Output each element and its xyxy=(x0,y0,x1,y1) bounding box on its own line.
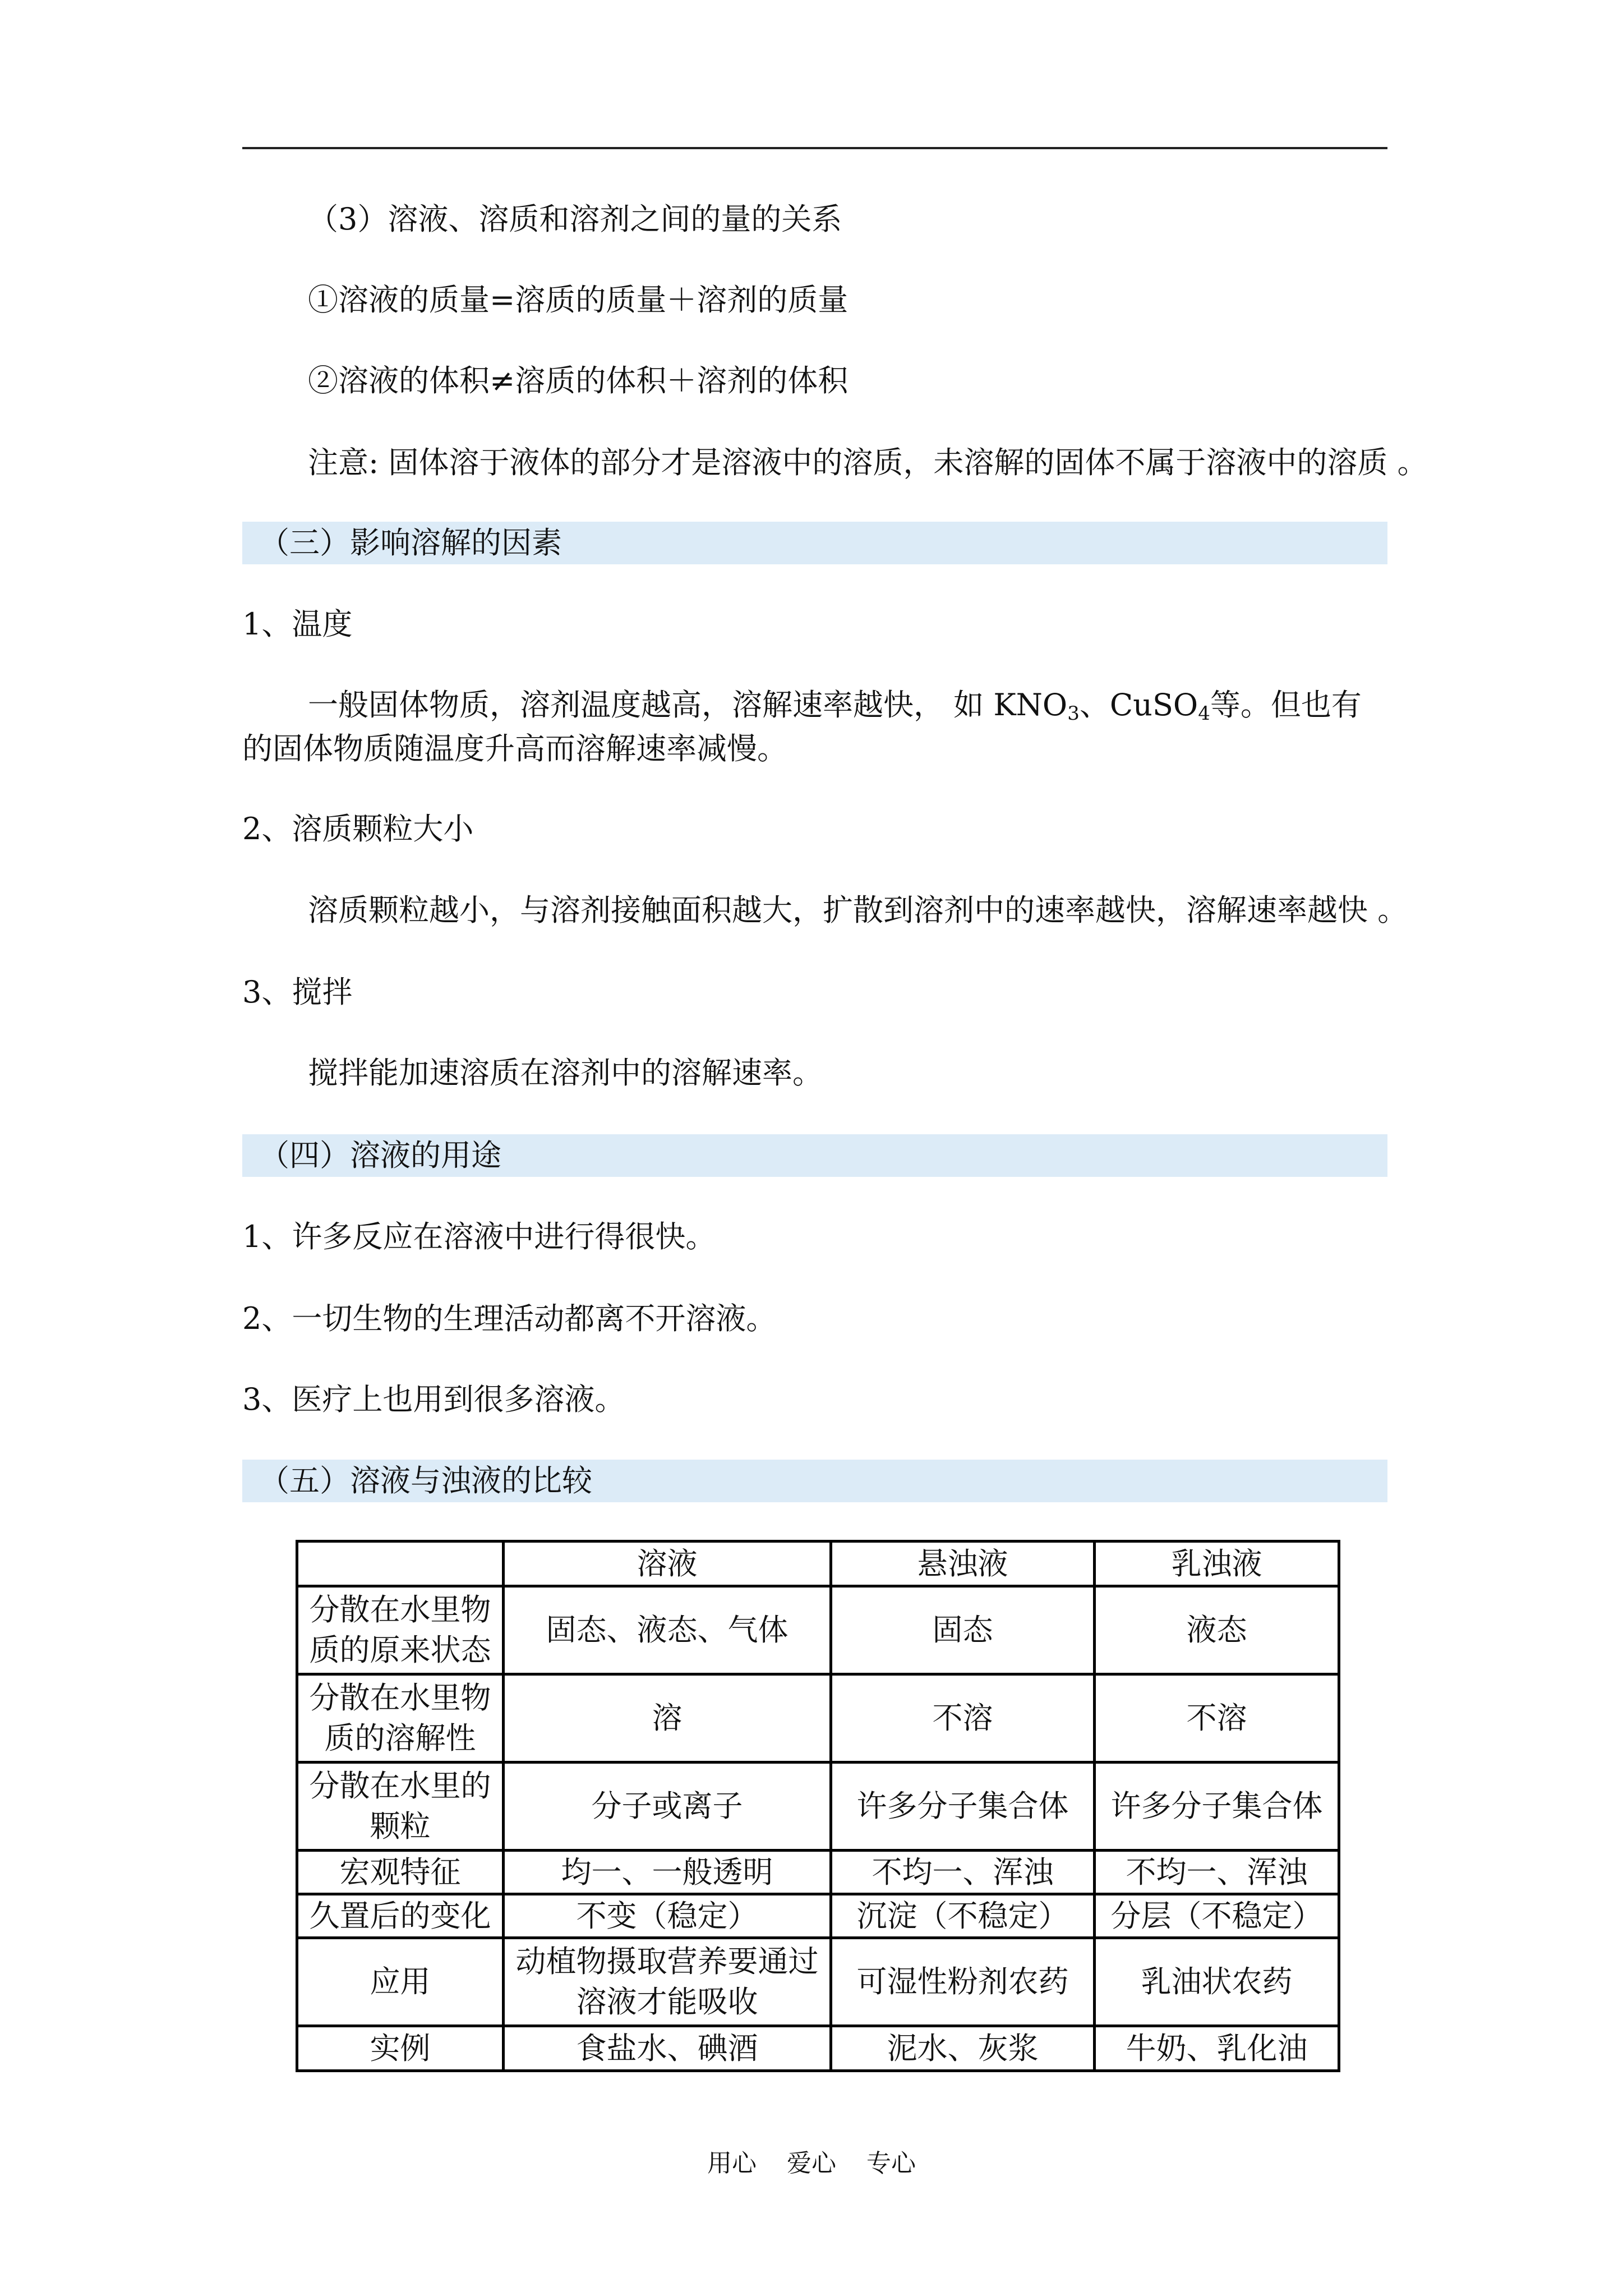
table-header-cell: 悬浊液 xyxy=(831,1542,1095,1586)
mass-relation: ①溶液的质量=溶质的质量＋溶剂的质量 xyxy=(308,282,849,318)
table-cell: 固态、液态、气体 xyxy=(504,1586,831,1674)
table-cell: 食盐水、碘酒 xyxy=(504,2026,831,2071)
factor-temperature-title: 1、温度 xyxy=(242,606,353,642)
table-row xyxy=(297,1894,1339,1938)
table-row-label: 分散在水里物质的溶解性 xyxy=(297,1674,504,1763)
table-cell: 可湿性粉剂农药 xyxy=(831,1938,1095,2026)
table-cell: 乳油状农药 xyxy=(1095,1938,1339,2026)
table-cell: 分层（不稳定） xyxy=(1095,1894,1339,1938)
table-cell: 许多分子集合体 xyxy=(831,1763,1095,1851)
table-cell: 均一、一般透明 xyxy=(504,1851,831,1894)
table-row xyxy=(297,1851,1339,1894)
factor-stirring-text: 搅拌能加速溶质在溶剂中的溶解速率。 xyxy=(308,1055,823,1091)
table-row xyxy=(297,1674,1339,1763)
table-header-row xyxy=(297,1542,1339,1586)
table-row-label: 久置后的变化 xyxy=(297,1894,504,1938)
table-cell: 不溶 xyxy=(831,1674,1095,1763)
factor-temperature-text: 一般固体物质，溶剂温度越高，溶解速率越快， 如 $KNO_3$、CuSO$_4$等。但也有的固体物质随温度升高而溶解速率减慢。 xyxy=(242,687,1362,766)
header-rule xyxy=(242,147,1387,149)
table-header-cell: 溶液 xyxy=(504,1542,831,1586)
use-item: 2、一切生物的生理活动都离不开溶液。 xyxy=(242,1301,777,1336)
table-cell: 许多分子集合体 xyxy=(1095,1763,1339,1851)
table-row-label: 分散在水里的颗粒 xyxy=(297,1763,504,1851)
table-row xyxy=(297,1938,1339,2026)
factor-particle-title: 2、溶质颗粒大小 xyxy=(242,811,474,846)
table-cell: 溶 xyxy=(504,1674,831,1763)
table-cell: 泥水、灰浆 xyxy=(831,2026,1095,2071)
volume-relation: ②溶液的体积≠溶质的体积＋溶剂的体积 xyxy=(308,363,849,398)
factor-stirring-title: 3、搅拌 xyxy=(242,974,353,1010)
section-heading-comparison: （五）溶液与浊液的比较 xyxy=(242,1460,1387,1502)
table-cell: 固态 xyxy=(831,1586,1095,1674)
note-line: 注意: 固体溶于液体的部分才是溶液中的溶质，未溶解的固体不属于溶液中的溶质 。 xyxy=(308,445,1428,480)
table-row-label: 宏观特征 xyxy=(297,1851,504,1894)
table-cell: 分子或离子 xyxy=(504,1763,831,1851)
factor-particle-text: 溶质颗粒越小，与溶剂接触面积越大，扩散到溶剂中的速率越快，溶解速率越快 。 xyxy=(308,892,1408,928)
table-cell: 不变（稳定） xyxy=(504,1894,831,1938)
table-cell: 沉淀（不稳定） xyxy=(831,1894,1095,1938)
table-cell: 不均一、浑浊 xyxy=(831,1851,1095,1894)
table-cell: 不溶 xyxy=(1095,1674,1339,1763)
table-cell: 动植物摄取营养要通过溶液才能吸收 xyxy=(504,1938,831,2026)
table-row xyxy=(297,2026,1339,2071)
table-row-label: 实例 xyxy=(297,2026,504,2071)
table-cell: 不均一、浑浊 xyxy=(1095,1851,1339,1894)
comparison-table xyxy=(296,1540,1340,2072)
table-cell: 液态 xyxy=(1095,1586,1339,1674)
table-row xyxy=(297,1586,1339,1674)
table-header-cell xyxy=(297,1542,504,1586)
table-row xyxy=(297,1763,1339,1851)
use-item: 3、医疗上也用到很多溶液。 xyxy=(242,1382,625,1417)
section-heading-uses: （四）溶液的用途 xyxy=(242,1134,1387,1177)
table-row-label: 应用 xyxy=(297,1938,504,2026)
relation-heading: （3）溶液、溶质和溶剂之间的量的关系 xyxy=(308,201,842,237)
use-item: 1、许多反应在溶液中进行得很快。 xyxy=(242,1219,716,1254)
table-row-label: 分散在水里物质的原来状态 xyxy=(297,1586,504,1674)
page-footer: 用心 爱心 专心 xyxy=(707,2149,916,2178)
table-cell: 牛奶、乳化油 xyxy=(1095,2026,1339,2071)
section-heading-factors: （三）影响溶解的因素 xyxy=(242,522,1387,564)
table-header-cell: 乳浊液 xyxy=(1095,1542,1339,1586)
